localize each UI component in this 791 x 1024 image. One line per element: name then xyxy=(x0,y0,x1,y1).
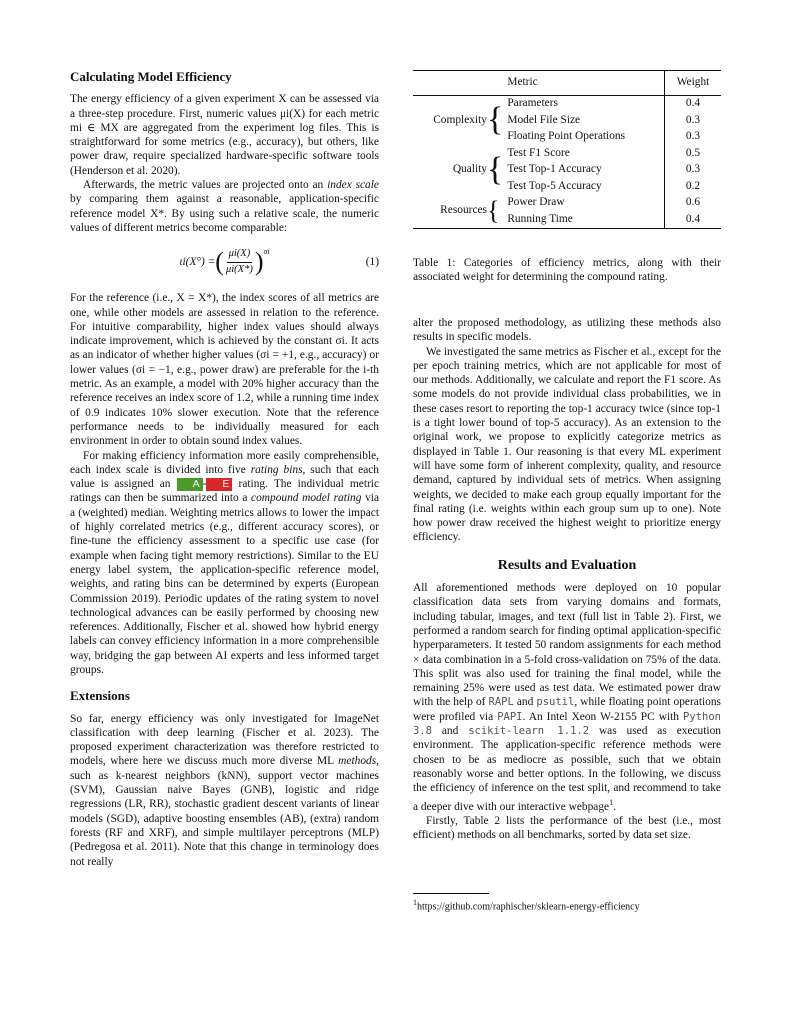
metrics-table xyxy=(413,70,721,229)
table-row: Resources { Power Draw 0.6 xyxy=(413,195,721,212)
paragraph: We investigated the same metrics as Fischer et al., except for the per epoch training metrics, which are not applicable for most of our methods. Additionally, we calculate and report the F1 score. As some models do not provide individual class probabilities, we in these cases resort to reporting the top-1 accuracy twice (since top-1 is a tight lower bound of top-5 accuracy). As an extension to the original work, we propose to explicitly categorize metrics as displayed in Table 1. Our reasoning is that every ML experiment will have some form of inherent complexity, quality, and resource demand, captured by individual sets of metrics. When assigning weights, we decided to make each group equally important for the final rating (i.e. weights within each group sum up to one). Note how power draw received the highest weight to prioritize energy efficiency. xyxy=(413,345,721,544)
section-heading-extensions: Extensions xyxy=(70,688,130,704)
left-column xyxy=(70,70,379,869)
section-heading-efficiency: Calculating Model Efficiency xyxy=(70,69,232,84)
paragraph: So far, energy efficiency was only investigated for ImageNet classification with deep learning (Fischer et al. 2023). The proposed experiment characterization was therefore restricted to models, where here we discuss much more diverse ML methods, such as k-nearest neighbors (kNN), support vector machines (SVM), Gaussian naive Bayes (GNB), logistic and ridge regressions (LR, RR), stochastic gradient descent variants of linear models (SGD), adaptive boosting ensembles (AB), (extra) random forests (RF and XRF), and simple multilayer perceptrons (MLP) (Pedregosa et al. 2011). Note that this change in terminology does not really xyxy=(70,712,379,868)
table-row: Model File Size 0.3 xyxy=(413,112,721,129)
brace-icon: { xyxy=(487,150,504,188)
brace-icon: { xyxy=(487,101,504,139)
code-rapl: RAPL xyxy=(488,696,514,709)
paragraph: alter the proposed methodology, as utilizing these methods also results in specific models. xyxy=(413,317,721,344)
table-row: Quality { Test F1 Score 0.5 xyxy=(413,145,721,162)
column-header-metric: Metric xyxy=(503,71,664,96)
equation-1: ιi(X°) = ( $\frac{\mu i(X)}{\mu i(X*)}$ ) $^{\sigma i}$ (1) xyxy=(179,247,379,277)
footnote xyxy=(413,898,733,912)
table-row: Test Top-1 Accuracy 0.3 xyxy=(413,162,721,179)
table-row: Running Time 0.4 xyxy=(413,211,721,228)
code-sklearn: scikit-learn 1.1.2 xyxy=(468,725,590,738)
table-header-row xyxy=(413,71,721,96)
footnote-marker[interactable]: 1 xyxy=(609,797,614,807)
table-row: Complexity { Parameters 0.4 xyxy=(413,95,721,112)
paragraph: Firstly, Table 2 lists the performance of the best (i.e., most efficient) methods on all benchmarks, sorted by data set size. xyxy=(413,814,721,841)
table-row: Floating Point Operations 0.3 xyxy=(413,129,721,146)
equation-lhs: ιi(X°) = xyxy=(179,256,216,269)
rating-badge-e: E xyxy=(206,478,232,491)
table-row: Test Top-5 Accuracy 0.2 xyxy=(413,178,721,195)
paragraph: Afterwards, the metric values are projected onto an index scale by comparing them against a reasonable, application-specific reference model X*. By using such a relative scale, the numeric values of different metrics become comparable: xyxy=(70,179,379,234)
paragraph: All aforementioned methods were deployed on 10 popular classification data sets from varying domains and formats, including tabular, images, and text (full list in Table 2). First, we performed a random search for finding optimal application-specific hyperparameters. It tested 50 random assignments for each method × data combination in a 5-fold cross-validation on 75% of the data. This split was also used for training the final model, while the remaining 25% were used as test data. We estimated power draw with the help of RAPL and psutil, while floating point operations were profiled via PAPI. An Intel Xeon W-2155 PC with Python 3.8 and scikit-learn 1.1.2 was used as execution environment. The application-specific reference methods were chosen to be as mediocre as possible, such that we obtain reasonably worse and better options. In the following, we discuss the efficiency of inference on the test split, and recommend to take a deeper dive with our interactive webpage$^1$. xyxy=(413,582,721,813)
paragraph: For making efficiency information more easily comprehensible, each index scale is divided into five rating bins, such that each value is assigned an A - E rating. The individual metric ratings can then be summarized into a compound model rating via a (weighted) median. Weighting metrics allows to lower the impact of highly correlated metrics (e.g., different accuracy scores), or fine-tune the efficiency assessment to a specific use case (for example when facing tight memory restrictions). Similar to the EU energy label system, the application-specific reference model, weights, and rating bins can be determined by experts (European Commission 2019). Periodic updates of the rating system to novel technological advances can be easily performed by choosing new references. Additionally, Fischer et al. showed how hybrid energy labels can convey efficiency information in a more comprehensible way, bridging the gap between AI experts and less informed target groups. xyxy=(70,449,380,676)
right-column xyxy=(413,316,721,842)
paragraph: For the reference (i.e., X = X*), the index scores of all metrics are one, while other models are assessed in relation to the reference. For intuitive comparability, higher index values should always indicate improvement, which is achieved by the constant σi. It acts as an indicator of whether higher values (σi = +1, e.g., accuracy) or lower values (σi = −1, e.g., power draw) are preferable for the i-th metric. As an example, a model with 20% higher accuracy than the reference receives an index score of 1.2, while a running time index of 0.9 indicates 10% slower execution. Note that the reference performance needs to be individually measured for each environment in order to obtain sound index values. xyxy=(70,292,379,448)
footnote-number: 1 xyxy=(413,898,417,907)
paragraph: The energy efficiency of a given experiment X can be assessed via a three-step procedure. First, numeric values μi(X) for each metric mi ∈ MX are aggregated from the experiment log files. This is straightforward for some metrics (e.g., accuracy), but others, like power draw, require specialized hardware-specific software tools (Henderson et al. 2020). xyxy=(70,93,379,177)
group-label-complexity: Complexity xyxy=(433,113,487,126)
footnote-rule xyxy=(413,893,489,894)
column-header-weight: Weight xyxy=(665,71,722,96)
code-psutil: psutil xyxy=(536,696,575,709)
group-label-resources: Resources xyxy=(413,195,487,229)
group-label-quality: Quality xyxy=(452,163,487,175)
code-papi: PAPI xyxy=(497,710,523,723)
brace-icon: { xyxy=(487,195,503,229)
equation-fraction: $\frac{\mu i(X)}{\mu i(X*)}$ xyxy=(225,248,253,275)
rating-badge-a: A xyxy=(177,478,203,491)
footnote-link[interactable]: https://github.com/raphischer/sklearn-energy-efficiency xyxy=(417,901,640,913)
section-heading-results: Results and Evaluation xyxy=(497,557,637,573)
equation-number: (1) xyxy=(365,256,379,269)
table-caption: Table 1: Categories of efficiency metrics, along with their associated weight for determining the compound rating. xyxy=(413,257,721,284)
code-python: Python 3.8 xyxy=(413,710,721,738)
equation-exponent: σi xyxy=(263,247,270,257)
